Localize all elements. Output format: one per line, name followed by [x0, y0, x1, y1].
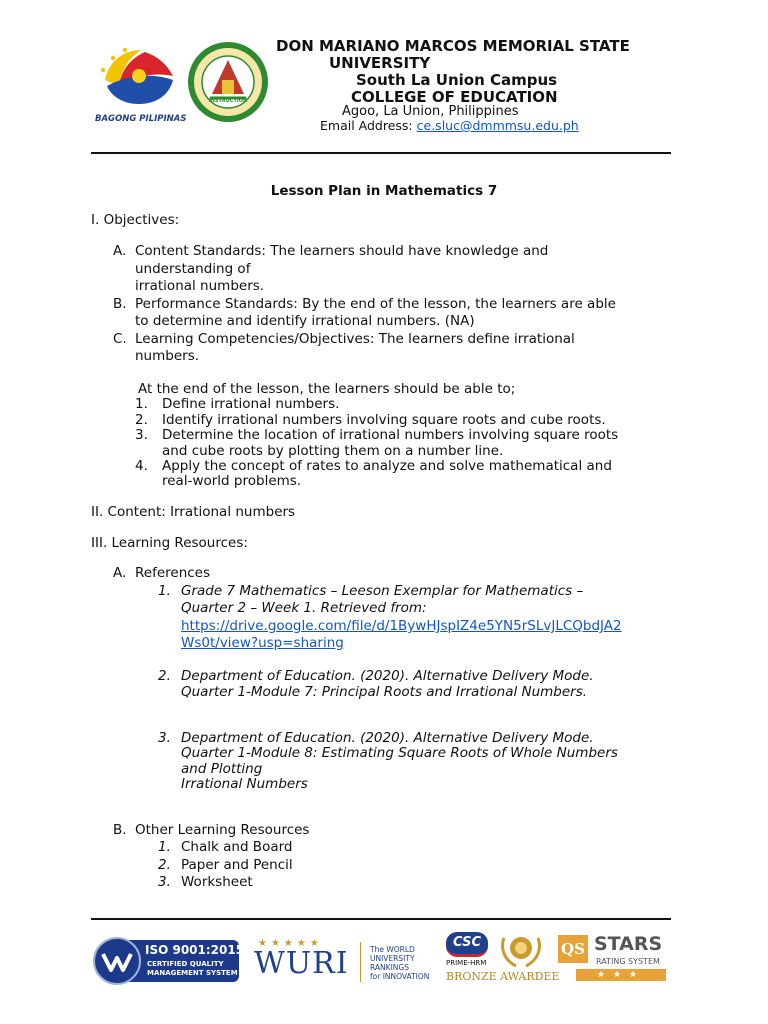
wuri-desc3: RANKINGS: [370, 963, 409, 972]
objective-list-num-2: 2.: [135, 412, 148, 428]
reference-3-line4: Irrational Numbers: [181, 776, 308, 792]
other-num-2: 2.: [158, 857, 171, 873]
campus-name: [356, 72, 557, 89]
email-link[interactable]: ce.sluc@dmmmsu.edu.ph: [416, 118, 579, 133]
qs-rating-label: RATING SYSTEM: [596, 957, 660, 966]
other-num-3: 3.: [158, 874, 171, 890]
objective-list-text-3a: Determine the location of irrational numbers involving square roots: [162, 427, 619, 443]
references-label: A.: [113, 565, 127, 581]
objective-b-line1: Performance Standards: By the end of the lesson, the learners are able: [135, 296, 616, 312]
reference-num-3: 3.: [158, 730, 171, 746]
other-resources-title: Other Learning Resources: [135, 822, 310, 838]
content-line: II. Content: Irrational numbers: [91, 504, 296, 520]
objective-list-num-1: 1.: [135, 396, 148, 412]
objective-b-line2: to determine and identify irrational numbers. (NA): [135, 313, 475, 329]
header-divider: [91, 152, 671, 154]
reference-3-line3: and Plotting: [181, 761, 263, 777]
reference-num-2: 2.: [158, 668, 171, 684]
qs-stars-badge: [556, 935, 672, 985]
references-title: References: [135, 565, 211, 581]
objective-list-text-4a: Apply the concept of rates to analyze and solve mathematical and: [162, 458, 612, 474]
objectives-intro: At the end of the lesson, the learners should be able to;: [138, 381, 516, 397]
iso-certification-badge: [93, 936, 245, 986]
university-name-line2: UNIVERSITY: [329, 54, 431, 72]
objective-list-text-1: Define irrational numbers.: [162, 396, 340, 412]
objective-list-num-4: 4.: [135, 458, 148, 474]
other-resource-3: Worksheet: [181, 874, 253, 890]
wuri-desc4: for INNOVATION: [370, 972, 430, 981]
objective-a-line1: Content Standards: The learners should have knowledge and: [135, 243, 549, 259]
university-seal: [186, 40, 270, 124]
campus-label: South La Union Campus: [356, 71, 558, 89]
lesson-plan-title: Lesson Plan in Mathematics 7: [270, 183, 498, 199]
wuri-desc1: The WORLD: [370, 945, 415, 954]
college-name: COLLEGE OF EDUCATION: [351, 88, 558, 106]
reference-1-link-line1[interactable]: https://drive.google.com/file/d/1BywHJspIZ4e5YN5rSLvJLCQbdJA2: [181, 618, 622, 634]
bronze-awardee-label: BRONZE AWARDEE: [446, 970, 560, 983]
csc-prime-hrm-badge: [444, 930, 560, 988]
other-resource-2: Paper and Pencil: [181, 857, 293, 873]
resources-heading: III. Learning Resources:: [91, 535, 248, 551]
wuri-stars: ★★★★★: [258, 938, 323, 949]
location: Agoo, La Union, Philippines: [342, 104, 519, 119]
reference-2-line1: Department of Education. (2020). Alternative Delivery Mode.: [181, 668, 594, 684]
wuri-wordmark: WURI: [254, 946, 349, 981]
footer-divider: [91, 918, 671, 920]
objective-b-label: B.: [113, 296, 127, 312]
qs-rating-stars: ★★★: [576, 969, 666, 981]
objective-c-line1: Learning Competencies/Objectives: The learners define irrational: [135, 331, 575, 347]
bagong-pilipinas-text: BAGONG PILIPINAS: [95, 114, 187, 124]
iso-title: ISO 9001:2015: [145, 943, 245, 957]
other-num-1: 1.: [158, 839, 171, 855]
objective-list-text-4b: real-world problems.: [162, 473, 302, 489]
objective-a-line3: irrational numbers.: [135, 278, 265, 294]
objective-list-text-3b: and cube roots by plotting them on a number line.: [162, 443, 504, 459]
iso-sub1: CERTIFIED QUALITY: [147, 960, 224, 968]
reference-3-line2: Quarter 1-Module 8: Estimating Square Roots of Whole Numbers: [181, 745, 618, 761]
csc-wordmark: CSC: [446, 932, 488, 957]
objective-list-text-2: Identify irrational numbers involving square roots and cube roots.: [162, 412, 606, 428]
university-name-line1: DON MARIANO MARCOS MEMORIAL STATE: [276, 37, 630, 55]
iso-sub2: MANAGEMENT SYSTEM: [147, 969, 238, 977]
wuri-desc2: UNIVERSITY: [370, 954, 415, 963]
qs-mark: QS: [558, 935, 588, 963]
reference-1-line2: Quarter 2 – Week 1. Retrieved from:: [181, 600, 427, 616]
seal-text: INSTRUCTION: [208, 98, 248, 104]
email-label: Email Address:: [320, 118, 413, 133]
wuri-logo: [252, 938, 442, 986]
other-resources-label: B.: [113, 822, 127, 838]
objectives-heading: I. Objectives:: [91, 212, 180, 228]
prime-hrm-label: PRIME-HRM: [446, 959, 487, 967]
reference-num-1: 1.: [158, 583, 171, 599]
bagong-pilipinas-logo: [95, 42, 187, 124]
objective-a-line2: understanding of: [135, 261, 251, 277]
objective-a-label: A.: [113, 243, 127, 259]
reference-1-line1: Grade 7 Mathematics – Leeson Exemplar for Mathematics –: [181, 583, 584, 599]
reference-2-line2: Quarter 1-Module 7: Principal Roots and Irrational Numbers.: [181, 684, 588, 700]
laurel-icon: [496, 930, 546, 970]
email-line: [320, 118, 579, 133]
objective-c-line2: numbers.: [135, 348, 200, 364]
reference-3-line1: Department of Education. (2020). Alternative Delivery Mode.: [181, 730, 594, 746]
objective-c-label: C.: [113, 331, 127, 347]
qs-stars-wordmark: STARS: [594, 933, 663, 955]
objective-list-num-3: 3.: [135, 427, 148, 443]
reference-1-link-line2[interactable]: Ws0t/view?usp=sharing: [181, 635, 344, 651]
wuri-separator: [360, 942, 361, 982]
other-resource-1: Chalk and Board: [181, 839, 293, 855]
